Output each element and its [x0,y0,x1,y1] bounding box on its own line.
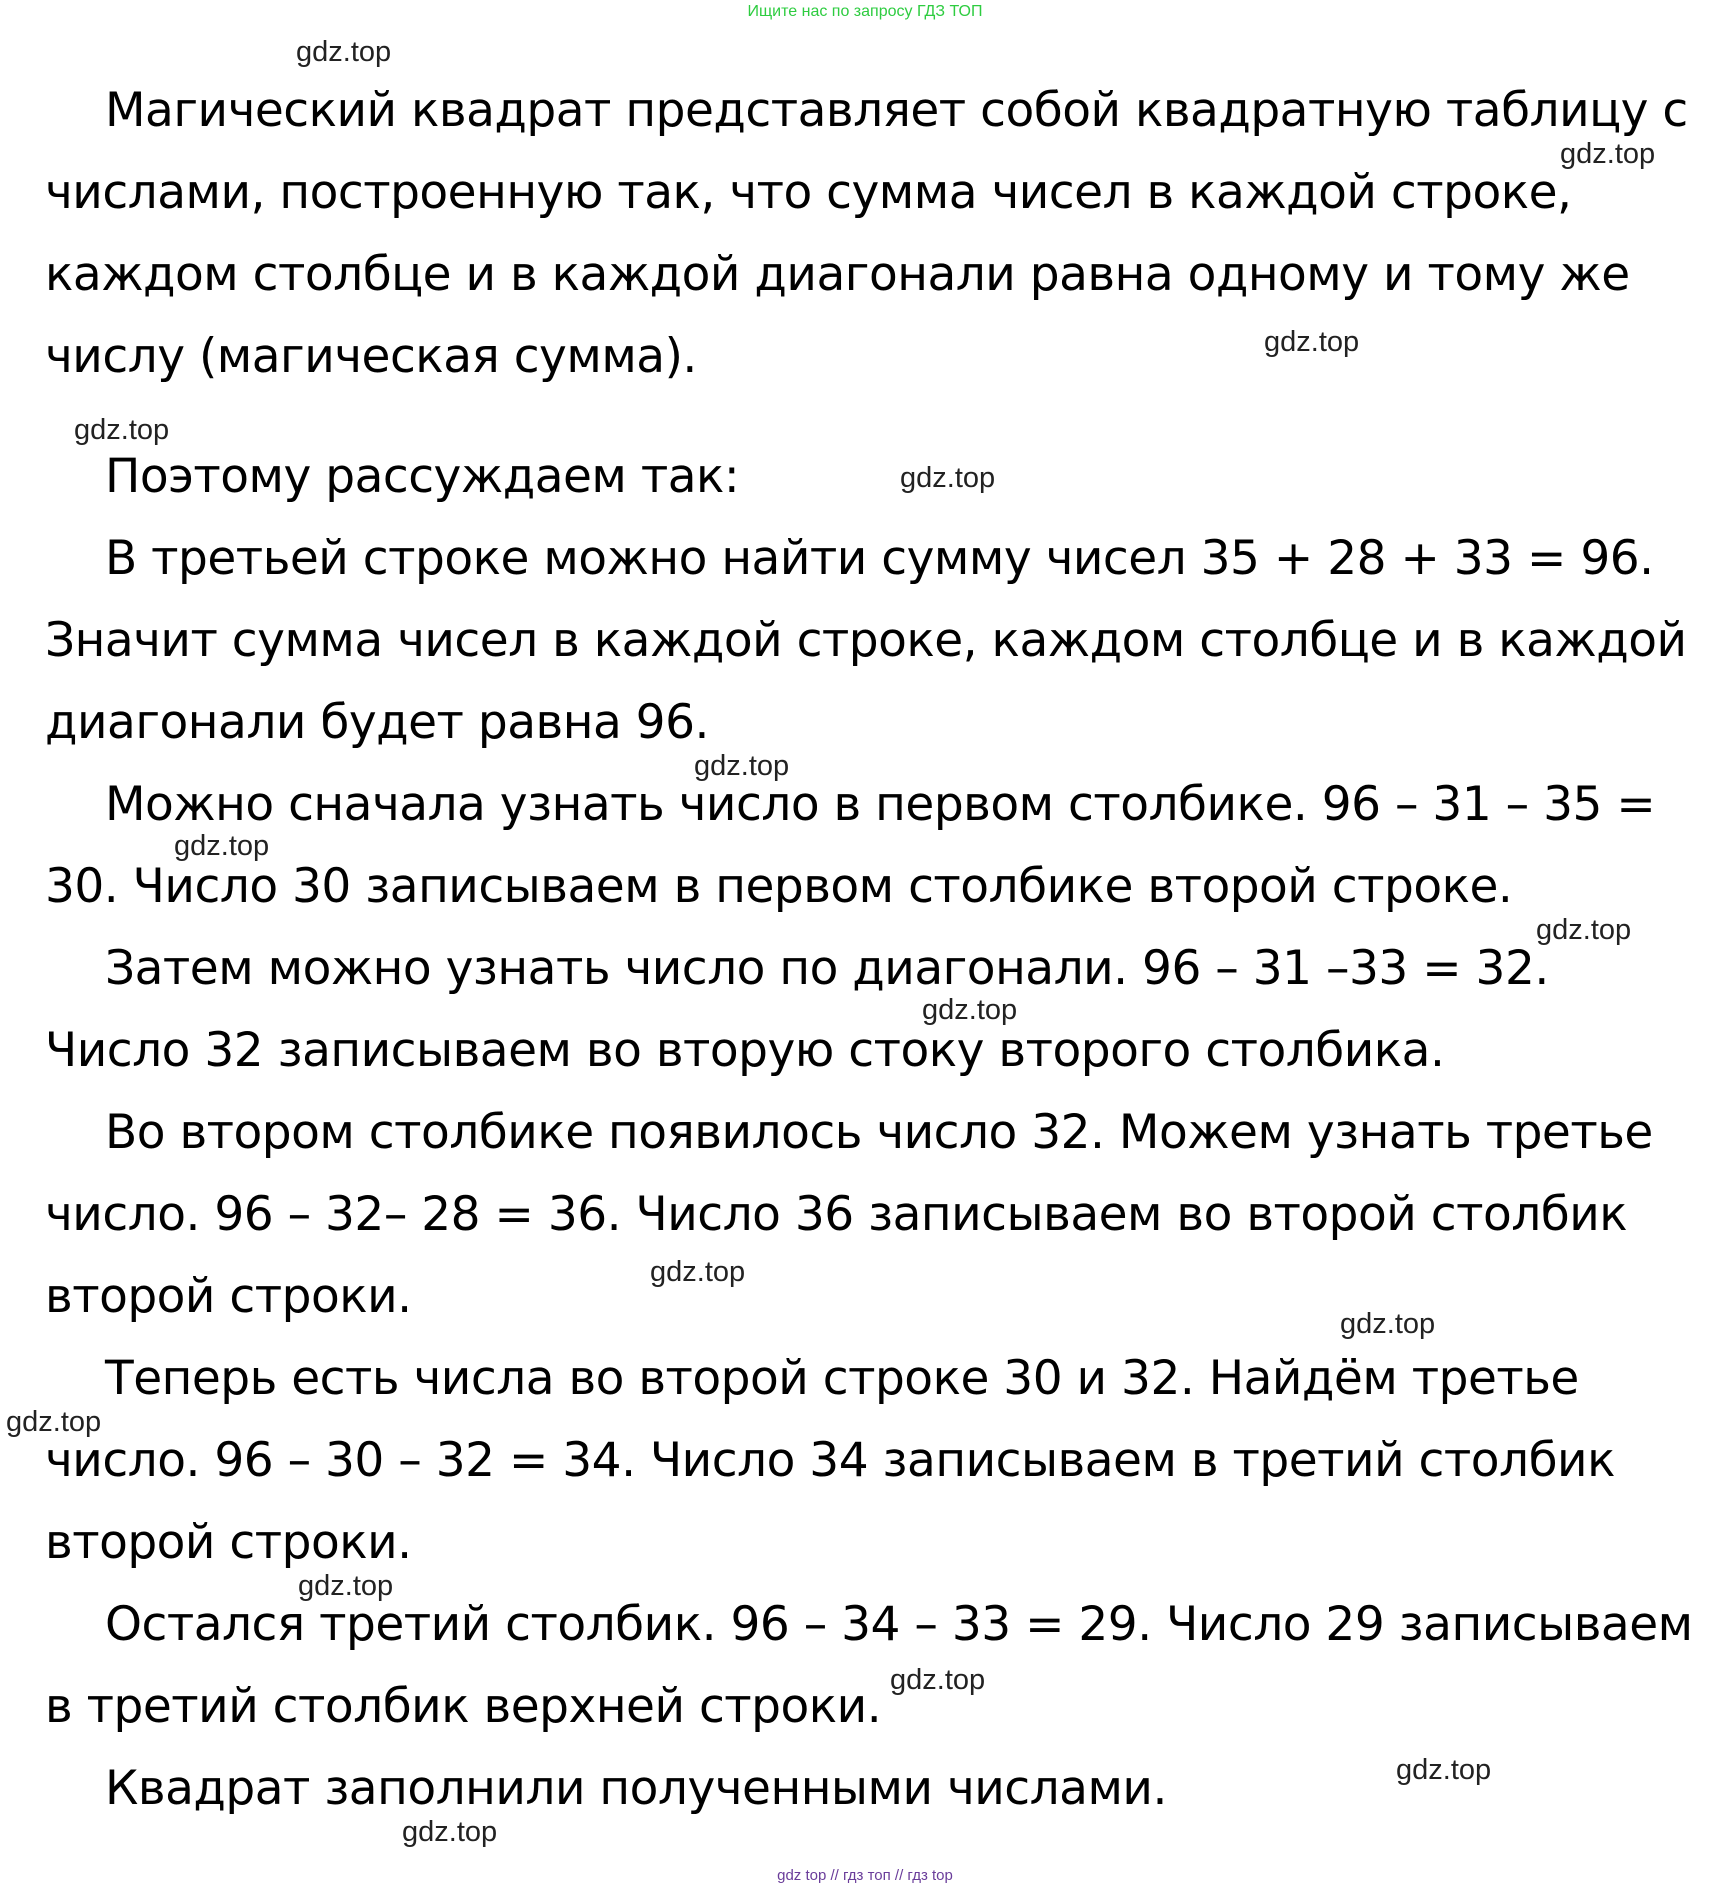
watermark: gdz.top [890,1664,986,1696]
site-banner: Ищите нас по запросу ГДЗ ТОП [747,3,983,20]
paragraph-first-column: Можно сначала узнать число в первом столбике. 96 – 31 – 35 = 30. Число 30 записываем в первом столбике второй строке. [45,777,1656,914]
paragraph-conclusion: Квадрат заполнили полученными числами. [105,1761,1167,1816]
watermark: gdz.top [296,36,392,68]
watermark: gdz.top [1340,1308,1436,1340]
watermark: gdz.top [174,830,270,862]
watermark: gdz.top [298,1570,394,1602]
solution-text [45,70,1695,1830]
paragraph-third-row-sum: В третьей строке можно найти сумму чисел 35 + 28 + 33 = 96. Значит сумма чисел в каждой строке, каждом столбце и в каждой диагонали будет равна 96. [45,531,1687,750]
watermark: gdz.top [1396,1754,1492,1786]
watermark: gdz.top [1560,138,1656,170]
watermark: gdz.top [694,750,790,782]
watermark: gdz.top [6,1406,102,1438]
watermark: gdz.top [650,1256,746,1288]
paragraph-second-column: Во втором столбике появилось число 32. Можем узнать третье число. 96 – 32– 28 = 36. Число 36 записываем во второй столбик второй строки. [45,1105,1653,1324]
watermark: gdz.top [402,1816,498,1848]
paragraph-definition: Магический квадрат представляет собой квадратную таблицу с числами, построенную так, что сумма чисел в каждой строке, каждом столбце и в каждой диагонали равна одному и тому же числу (магическая сумма). [45,83,1688,384]
watermark: gdz.top [922,994,1018,1026]
paragraph-second-row: Теперь есть числа во второй строке 30 и 32. Найдём третье число. 96 – 30 – 32 = 34. Число 34 записываем в третий столбик второй строки. [45,1351,1615,1570]
watermark: gdz.top [74,414,170,446]
watermark: gdz.top [1536,914,1632,946]
paragraph-diagonal: Затем можно узнать число по диагонали. 96 – 31 –33 = 32. Число 32 записываем во вторую стоку второго столбика. [45,941,1549,1078]
watermark: gdz.top [900,462,996,494]
paragraph-third-column: Остался третий столбик. 96 – 34 – 33 = 29. Число 29 записываем в третий столбик верхней строки. [45,1597,1693,1734]
paragraph-reasoning-intro: Поэтому рассуждаем так: [105,449,740,504]
site-footer: gdz top // гдз топ // гдз top [777,1867,953,1884]
watermark: gdz.top [1264,326,1360,358]
